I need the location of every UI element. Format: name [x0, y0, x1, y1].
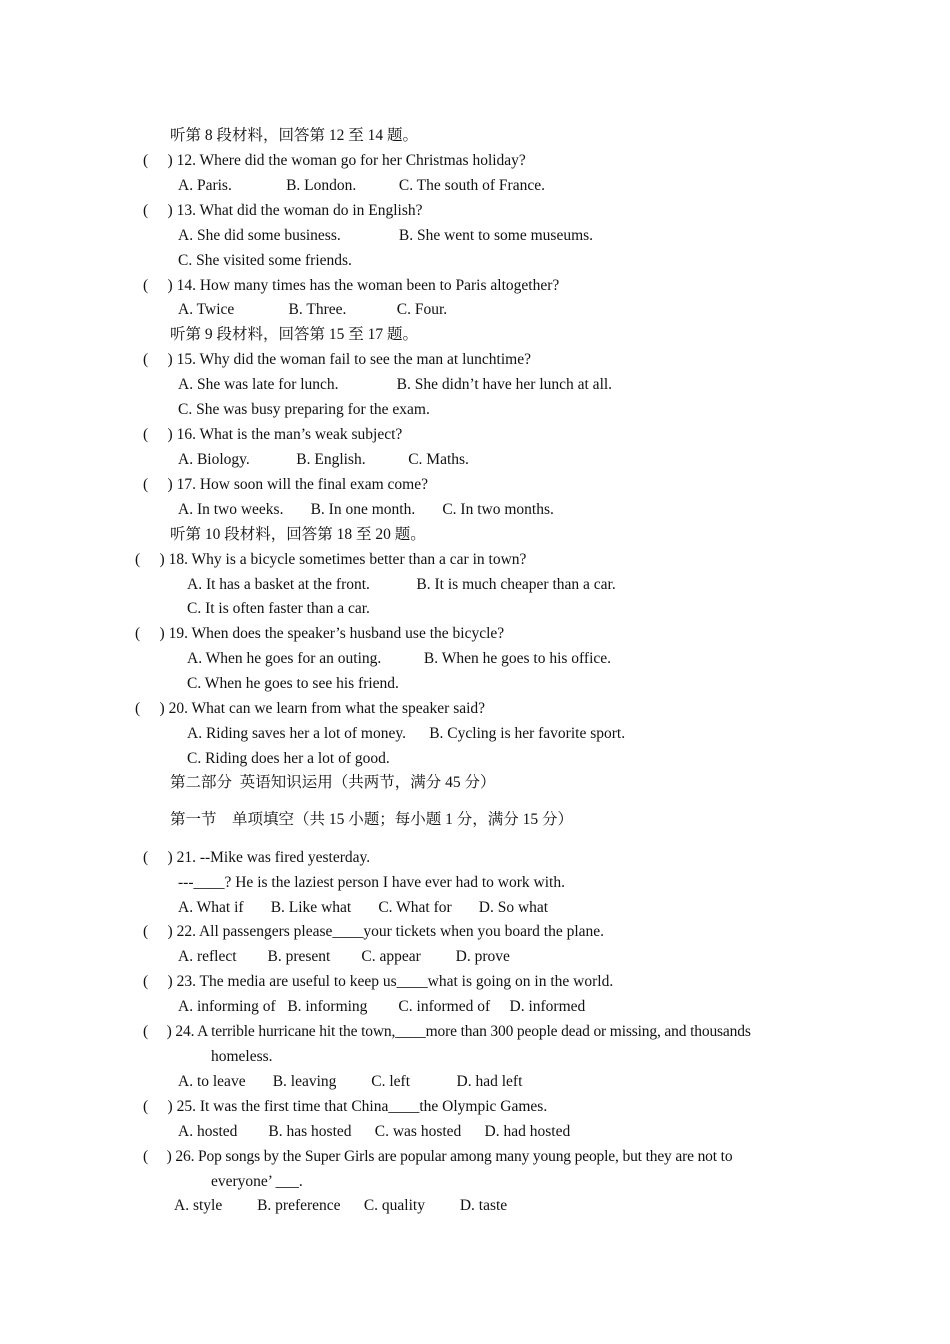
question-17: ( ) 17. How soon will the final exam come?	[143, 476, 428, 493]
question-26-cont: everyone’ ___.	[211, 1173, 303, 1190]
question-13: ( ) 13. What did the woman do in English?	[143, 202, 423, 219]
question-26: ( ) 26. Pop songs by the Super Girls are popular among many young people, but they are not to	[143, 1148, 733, 1165]
options-22: A. reflect B. present C. appear D. prove	[178, 948, 510, 965]
options-13-c: C. She visited some friends.	[178, 252, 352, 269]
options-15-ab: A. She was late for lunch. B. She didn’t have her lunch at all.	[178, 376, 613, 393]
question-20: ( ) 20. What can we learn from what the speaker said?	[135, 700, 486, 717]
options-19-c: C. When he goes to see his friend.	[187, 675, 399, 692]
question-22: ( ) 22. All passengers please____your tickets when you board the plane.	[143, 923, 605, 940]
options-24: A. to leave B. leaving C. left D. had left	[178, 1073, 523, 1090]
question-21: ( ) 21. --Mike was fired yesterday.	[143, 849, 371, 866]
question-16: ( ) 16. What is the man’s weak subject?	[143, 426, 403, 443]
part-heading: 第二部分 英语知识运用（共两节，满分 45 分）	[170, 774, 496, 791]
options-14: A. Twice B. Three. C. Four.	[178, 301, 448, 318]
question-25: ( ) 25. It was the first time that China____the Olympic Games.	[143, 1098, 548, 1115]
options-16: A. Biology. B. English. C. Maths.	[178, 451, 469, 468]
question-19: ( ) 19. When does the speaker’s husband use the bicycle?	[135, 625, 505, 642]
options-12: A. Paris. B. London. C. The south of France.	[178, 177, 545, 194]
section-heading: 听第 10 段材料，回答第 18 至 20 题。	[170, 526, 426, 543]
section-heading: 听第 9 段材料，回答第 15 至 17 题。	[170, 326, 419, 343]
question-21-reply: ---____? He is the laziest person I have ever had to work with.	[178, 874, 565, 891]
question-12: ( ) 12. Where did the woman go for her Christmas holiday?	[143, 152, 526, 169]
question-23: ( ) 23. The media are useful to keep us____what is going on in the world.	[143, 973, 614, 990]
options-18-c: C. It is often faster than a car.	[187, 600, 370, 617]
options-25: A. hosted B. has hosted C. was hosted D. had hosted	[178, 1123, 571, 1140]
options-23: A. informing of B. informing C. informed of D. informed	[178, 998, 586, 1015]
question-24: ( ) 24. A terrible hurricane hit the town,____more than 300 people dead or missing, and thousands	[143, 1023, 751, 1040]
question-14: ( ) 14. How many times has the woman been to Paris altogether?	[143, 277, 560, 294]
options-17: A. In two weeks. B. In one month. C. In two months.	[178, 501, 554, 518]
options-20-c: C. Riding does her a lot of good.	[187, 750, 390, 767]
options-19-ab: A. When he goes for an outing. B. When he goes to his office.	[187, 650, 612, 667]
options-15-c: C. She was busy preparing for the exam.	[178, 401, 430, 418]
question-24-cont: homeless.	[211, 1048, 273, 1065]
part-subheading: 第一节 单项填空（共 15 小题；每小题 1 分，满分 15 分）	[170, 811, 574, 828]
question-18: ( ) 18. Why is a bicycle sometimes better than a car in town?	[135, 551, 527, 568]
options-26: A. style B. preference C. quality D. taste	[174, 1197, 508, 1214]
options-20-ab: A. Riding saves her a lot of money. B. Cycling is her favorite sport.	[187, 725, 626, 742]
options-13-ab: A. She did some business. B. She went to some museums.	[178, 227, 594, 244]
section-heading: 听第 8 段材料，回答第 12 至 14 题。	[170, 127, 419, 144]
options-21: A. What if B. Like what C. What for D. So what	[178, 899, 549, 916]
options-18-ab: A. It has a basket at the front. B. It is much cheaper than a car.	[187, 576, 616, 593]
question-15: ( ) 15. Why did the woman fail to see the man at lunchtime?	[143, 351, 531, 368]
